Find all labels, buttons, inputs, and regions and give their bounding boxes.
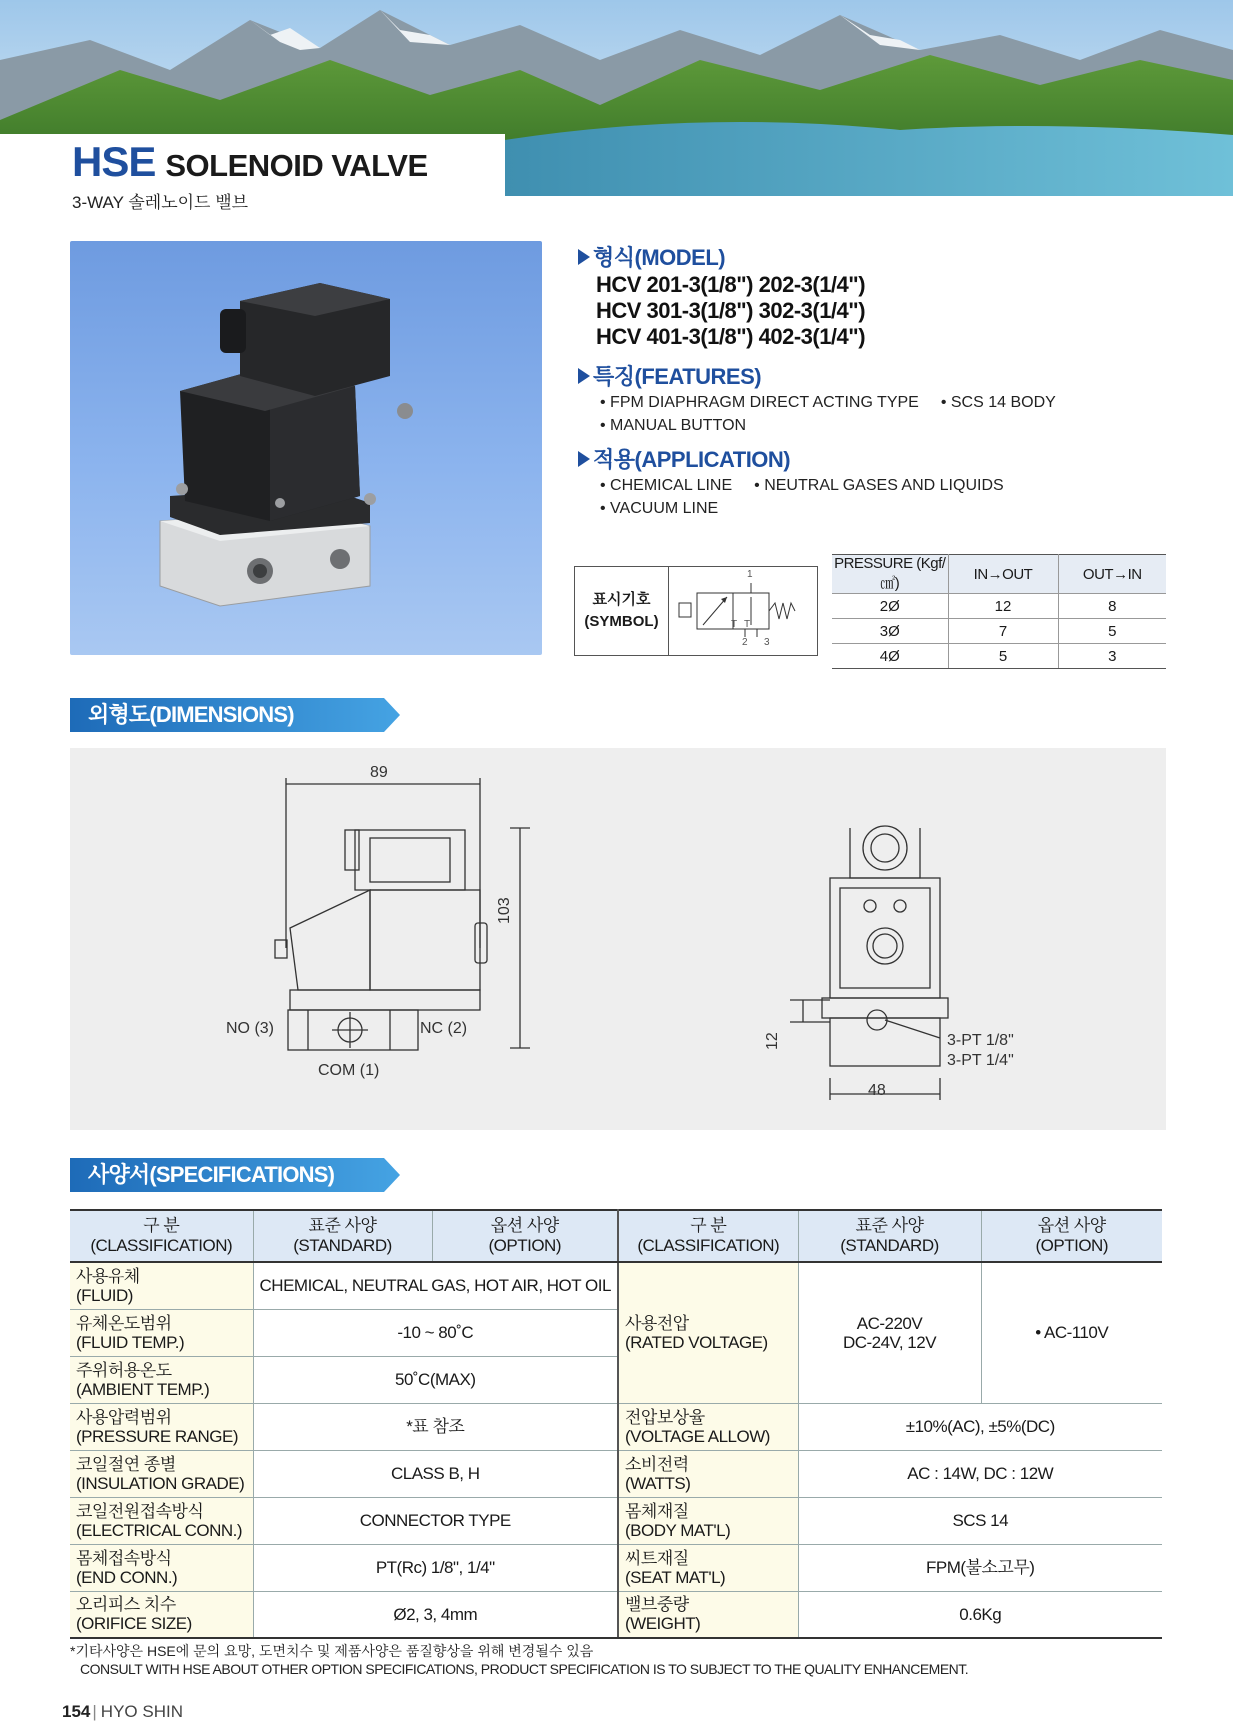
thread-2-label: 3-PT 1/4" (947, 1052, 1014, 1069)
note-kr: *기타사양은 HSE에 문의 요망, 도면치수 및 제품사양은 품질향상을 위해 변경될수 있음 (70, 1643, 594, 1659)
footer-separator: | (92, 1702, 97, 1721)
spec-value: FPM(불소고무) (798, 1544, 1162, 1591)
model-line: HCV 401-3(1/8") 402-3(1/4") (596, 324, 866, 349)
page-subtitle: 3-WAY 솔레노이드 밸브 (72, 193, 249, 212)
port-com-label: COM (1) (318, 1062, 380, 1079)
port-nc-label: NC (2) (420, 1020, 468, 1037)
spec-class: 코일전원접속방식 (ELECTRICAL CONN.) (70, 1497, 253, 1544)
spec-value: ±10%(AC), ±5%(DC) (798, 1403, 1162, 1450)
port-3-label: 3 (764, 637, 770, 648)
pressure-header: PRESSURE (Kgf/㎠) (832, 555, 948, 594)
dimension-height-label: 103 (496, 897, 513, 924)
port-1-label: 1 (747, 569, 753, 580)
spec-class: 오리피스 치수 (ORIFICE SIZE) (70, 1591, 253, 1638)
title-brand: HSE (72, 138, 156, 185)
triangle-bullet-icon (578, 368, 590, 384)
spec-class: 몸체접속방식 (END CONN.) (70, 1544, 253, 1591)
note-en: CONSULT WITH HSE ABOUT OTHER OPTION SPECIFICATIONS, PRODUCT SPECIFICATION IS TO SUBJECT TO THE QUALITY ENHANCEMENT. (80, 1661, 969, 1677)
valve-symbol-diagram (669, 567, 817, 655)
option-header: 옵션 사양 (OPTION) (981, 1210, 1162, 1262)
table-row: 3Ø 7 5 (832, 619, 1166, 644)
spec-class: 사용전압 (RATED VOLTAGE) (618, 1262, 798, 1403)
spec-value: AC-220V DC-24V, 12V (798, 1262, 981, 1403)
out-in-header: OUT→IN (1058, 555, 1166, 594)
solenoid-valve-image (70, 241, 542, 655)
spec-class: 사용유체 (FLUID) (70, 1262, 253, 1309)
spec-class: 유체온도범위 (FLUID TEMP.) (70, 1309, 253, 1356)
application-section-title: 적용(APPLICATION) (578, 443, 1178, 474)
symbol-label-en: (SYMBOL) (584, 613, 659, 630)
dimension-width-label: 89 (370, 764, 388, 781)
table-row (70, 1591, 1162, 1638)
triangle-bullet-icon (578, 451, 590, 467)
feature-line (600, 391, 1178, 414)
spec-value: CONNECTOR TYPE (253, 1497, 618, 1544)
port-no-label: NO (3) (226, 1020, 274, 1037)
application-item: • VACUUM LINE (600, 500, 719, 517)
model-line: HCV 201-3(1/8") 202-3(1/4") (596, 272, 866, 297)
table-row: 4Ø 5 3 (832, 644, 1166, 669)
in-out-header: IN→OUT (948, 555, 1058, 594)
table-row (70, 1262, 1162, 1309)
spec-value: SCS 14 (798, 1497, 1162, 1544)
spec-value: 50˚C(MAX) (253, 1356, 618, 1403)
application-line (600, 497, 1178, 520)
model-line: HCV 301-3(1/8") 302-3(1/4") (596, 298, 866, 323)
page-footer (62, 1702, 183, 1722)
spec-class: 사용압력범위 (PRESSURE RANGE) (70, 1403, 253, 1450)
spec-value: Ø2, 3, 4mm (253, 1591, 618, 1638)
spec-value: CLASS B, H (253, 1450, 618, 1497)
spec-table-header (70, 1210, 1162, 1262)
spec-class: 밸브중량 (WEIGHT) (618, 1591, 798, 1638)
feature-item: • SCS 14 BODY (940, 394, 1056, 411)
symbol-label (575, 567, 669, 655)
model-section-title: 형식(MODEL) (578, 241, 1178, 272)
side-height-label: 12 (764, 1032, 781, 1050)
dimensions-tab: 외형도(DIMENSIONS) (88, 702, 294, 727)
spec-option-value: • AC-110V (981, 1262, 1162, 1403)
feature-item: • FPM DIAPHRAGM DIRECT ACTING TYPE (600, 394, 919, 411)
port-2-label: 2 (742, 637, 748, 648)
spec-value: 0.6Kg (798, 1591, 1162, 1638)
technical-drawing (70, 748, 1166, 1130)
features-section-title: 특징(FEATURES) (578, 360, 1178, 391)
spec-value: *표 참조 (253, 1403, 618, 1450)
page-number: 154 (62, 1702, 91, 1721)
product-photo (70, 241, 542, 655)
standard-header: 표준 사양 (STANDARD) (798, 1210, 981, 1262)
classification-header: 구 분 (CLASSIFICATION) (70, 1210, 253, 1262)
spec-value: -10 ~ 80˚C (253, 1309, 618, 1356)
specifications-table (70, 1209, 1162, 1639)
t-mark: T (744, 619, 751, 630)
triangle-bullet-icon (578, 249, 590, 265)
table-row (70, 1544, 1162, 1591)
title-product: SOLENOID VALVE (165, 148, 428, 183)
application-line (600, 474, 1178, 497)
product-info (578, 241, 1178, 520)
spec-class: 소비전력 (WATTS) (618, 1450, 798, 1497)
t-mark: T (731, 619, 738, 630)
page-title (72, 138, 428, 186)
table-row (70, 1497, 1162, 1544)
symbol-label-kr: 표시기호 (592, 591, 651, 608)
table-row (70, 1450, 1162, 1497)
spec-class: 씨트재질 (SEAT MAT'L) (618, 1544, 798, 1591)
feature-line (600, 414, 1178, 437)
spec-class: 전압보상율 (VOLTAGE ALLOW) (618, 1403, 798, 1450)
spec-class: 코일절연 종별 (INSULATION GRADE) (70, 1450, 253, 1497)
standard-header: 표준 사양 (STANDARD) (253, 1210, 432, 1262)
application-item: • CHEMICAL LINE (600, 477, 733, 494)
pressure-table (832, 554, 1166, 669)
feature-item: • MANUAL BUTTON (600, 417, 747, 434)
classification-header: 구 분 (CLASSIFICATION) (618, 1210, 798, 1262)
specifications-tab: 사양서(SPECIFICATIONS) (88, 1162, 335, 1187)
pressure-table-header (832, 555, 1166, 594)
application-item: • NEUTRAL GASES AND LIQUIDS (754, 477, 1004, 494)
option-header: 옵션 사양 (OPTION) (432, 1210, 618, 1262)
footer-brand: HYO SHIN (100, 1702, 183, 1721)
symbol-box (574, 566, 818, 656)
dimensions-drawing (70, 748, 1166, 1130)
table-row (70, 1403, 1162, 1450)
spec-value: AC : 14W, DC : 12W (798, 1450, 1162, 1497)
thread-1-label: 3-PT 1/8" (947, 1032, 1014, 1049)
spec-class: 몸체재질 (BODY MAT'L) (618, 1497, 798, 1544)
spec-value: PT(Rc) 1/8", 1/4" (253, 1544, 618, 1591)
side-width-label: 48 (868, 1082, 886, 1099)
table-row: 2Ø 12 8 (832, 594, 1166, 619)
spec-value: CHEMICAL, NEUTRAL GAS, HOT AIR, HOT OIL (253, 1262, 618, 1309)
spec-class: 주위허용온도 (AMBIENT TEMP.) (70, 1356, 253, 1403)
